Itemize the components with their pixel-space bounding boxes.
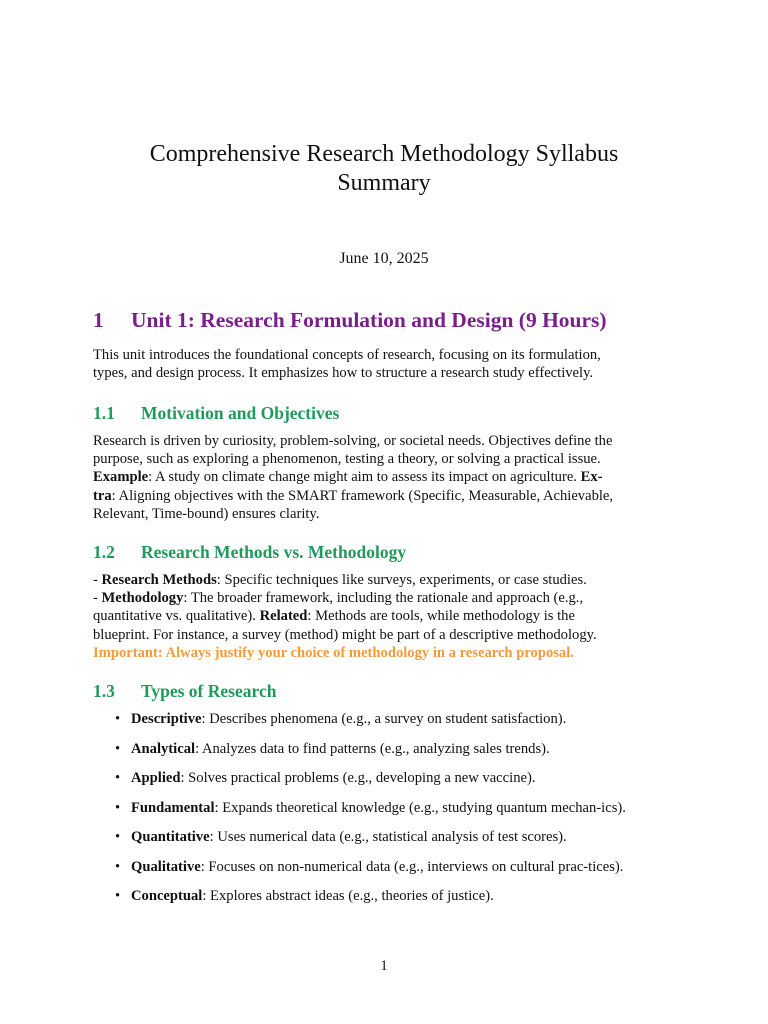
section-1-heading <box>93 308 607 333</box>
item-label: Fundamental <box>131 799 215 816</box>
section-title: Unit 1: Research Formulation and Design (9 Hours) <box>131 308 607 332</box>
example-text: : A study on climate change might aim to assess its impact on agriculture. <box>148 469 581 486</box>
body-line: Research is driven by curiosity, problem-solving, or societal needs. Objectives define the <box>93 433 613 449</box>
subsection-title: Research Methods vs. Methodology <box>141 542 407 562</box>
methods-text: : Specific techniques like surveys, experiments, or case studies. <box>216 572 587 588</box>
section-number: 1 <box>93 308 104 332</box>
methodology-label: Methodology <box>101 590 184 607</box>
body-line <box>93 487 676 505</box>
body-line <box>93 607 676 625</box>
example-label: Example <box>93 469 149 486</box>
item-text: : Analyzes data to find patterns (e.g., analyzing sales trends). <box>195 740 550 757</box>
subsection-1-3-heading <box>93 681 276 702</box>
dash: - <box>93 572 102 588</box>
methods-label: Research Methods <box>101 572 217 588</box>
subsection-number: 1.3 <box>93 681 115 701</box>
body-text: : Methods are tools, while methodology is the <box>307 608 575 625</box>
body-text: quantitative vs. qualitative). <box>93 608 260 625</box>
list-item <box>113 710 676 728</box>
item-text: : Solves practical problems (e.g., developing a new vaccine). <box>180 770 536 786</box>
item-label: Descriptive <box>131 711 202 727</box>
page-number: 1 <box>380 958 388 974</box>
extra-text: : Aligning objectives with the SMART framework (Specific, Measurable, Achievable, <box>111 487 614 504</box>
item-label: Applied <box>131 770 181 786</box>
body-line <box>93 571 676 589</box>
list-item <box>113 769 676 787</box>
item-label: Qualitative <box>131 858 201 875</box>
intro-line: This unit introduces the foundational concepts of research, focusing on its formulation, <box>93 347 601 363</box>
item-text: : Focuses on non-numerical data (e.g., interviews on cultural prac-tices). <box>200 858 624 875</box>
subsection-title: Motivation and Objectives <box>141 403 340 423</box>
research-types-list <box>113 710 676 917</box>
subsection-1-1-heading <box>93 403 339 424</box>
document-date: June 10, 2025 <box>339 250 429 267</box>
subsection-1-2-body <box>93 571 676 662</box>
important-note: Important: Always justify your choice of methodology in a research proposal. <box>93 644 574 661</box>
subsection-number: 1.2 <box>93 542 115 562</box>
body-line: blueprint. For instance, a survey (method) might be part of a descriptive methodology. <box>93 626 597 643</box>
list-item <box>113 887 676 905</box>
section-1-intro <box>93 346 676 382</box>
item-text: : Describes phenomena (e.g., a survey on student satisfaction). <box>201 711 567 727</box>
body-line <box>93 468 676 486</box>
dash: - <box>93 590 102 607</box>
body-line: Relevant, Time-bound) ensures clarity. <box>93 505 320 522</box>
item-text: : Expands theoretical knowledge (e.g., studying quantum mechan-ics). <box>214 799 626 816</box>
body-line: purpose, such as exploring a phenomenon, testing a theory, or solving a practical issue. <box>93 451 601 468</box>
extra-label-part1: Ex- <box>580 469 603 486</box>
item-label: Analytical <box>131 740 196 757</box>
body-line <box>93 589 676 607</box>
subsection-1-1-body <box>93 432 676 523</box>
subsection-number: 1.1 <box>93 403 115 423</box>
document-title-line1: Comprehensive Research Methodology Syllabus <box>149 141 619 167</box>
methodology-text: : The broader framework, including the rationale and approach (e.g., <box>183 590 584 607</box>
list-item <box>113 799 676 817</box>
extra-label-part2: tra <box>93 487 112 504</box>
list-item <box>113 858 676 876</box>
item-label: Quantitative <box>131 829 210 845</box>
intro-line: types, and design process. It emphasizes how to structure a research study effectively. <box>93 365 594 382</box>
subsection-1-2-heading <box>93 542 406 563</box>
item-text: : Uses numerical data (e.g., statistical analysis of test scores). <box>209 829 567 845</box>
item-label: Conceptual <box>131 888 203 904</box>
list-item <box>113 740 676 758</box>
subsection-title: Types of Research <box>141 681 277 701</box>
related-label: Related <box>259 608 308 625</box>
list-item <box>113 828 676 846</box>
item-text: : Explores abstract ideas (e.g., theories of justice). <box>202 888 494 904</box>
document-title-line2: Summary <box>337 170 431 196</box>
